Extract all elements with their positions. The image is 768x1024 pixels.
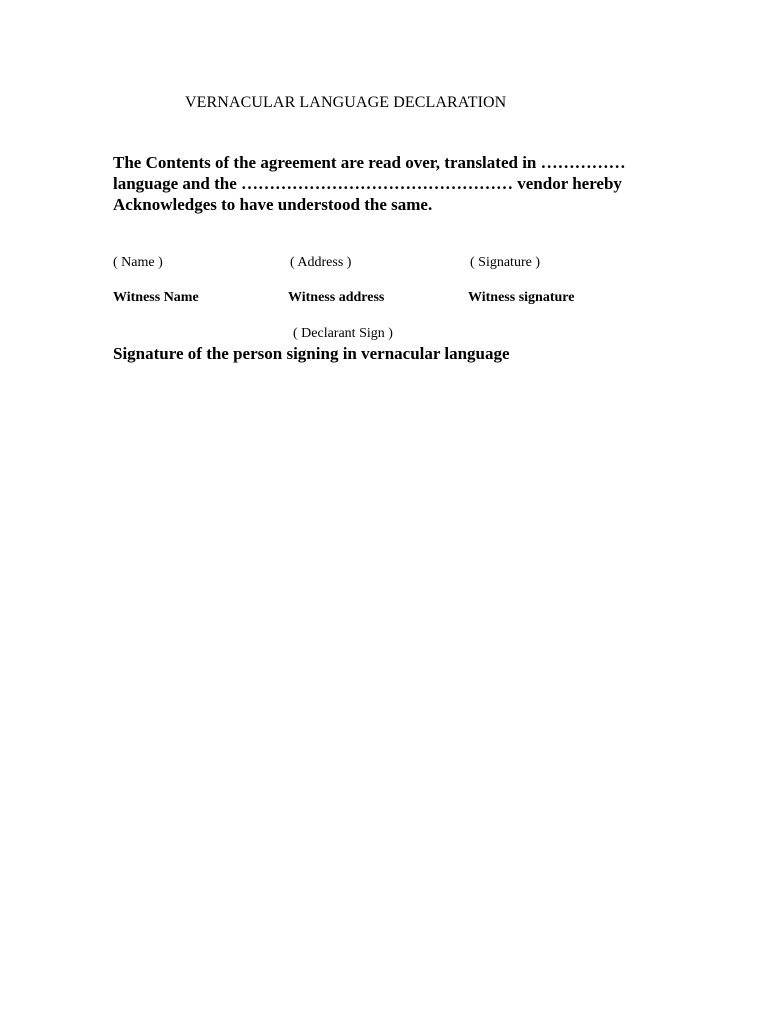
address-placeholder: ( Address ) bbox=[290, 255, 352, 270]
declarant-sign-placeholder: ( Declarant Sign ) bbox=[293, 326, 393, 341]
declaration-paragraph bbox=[113, 152, 673, 215]
signature-caption: Signature of the person signing in vernacular language bbox=[113, 344, 510, 363]
witness-name-label: Witness Name bbox=[113, 290, 199, 305]
name-placeholder: ( Name ) bbox=[113, 255, 163, 270]
declaration-line-2: language and the ………………………………………… vendor hereby bbox=[113, 174, 622, 193]
declaration-line-1: The Contents of the agreement are read over, translated in …………… bbox=[113, 153, 626, 172]
declaration-line-3: Acknowledges to have understood the same. bbox=[113, 195, 433, 214]
signature-placeholder: ( Signature ) bbox=[470, 255, 540, 270]
witness-signature-label: Witness signature bbox=[468, 290, 575, 305]
witness-address-label: Witness address bbox=[288, 290, 385, 305]
document-title: VERNACULAR LANGUAGE DECLARATION bbox=[185, 94, 507, 111]
